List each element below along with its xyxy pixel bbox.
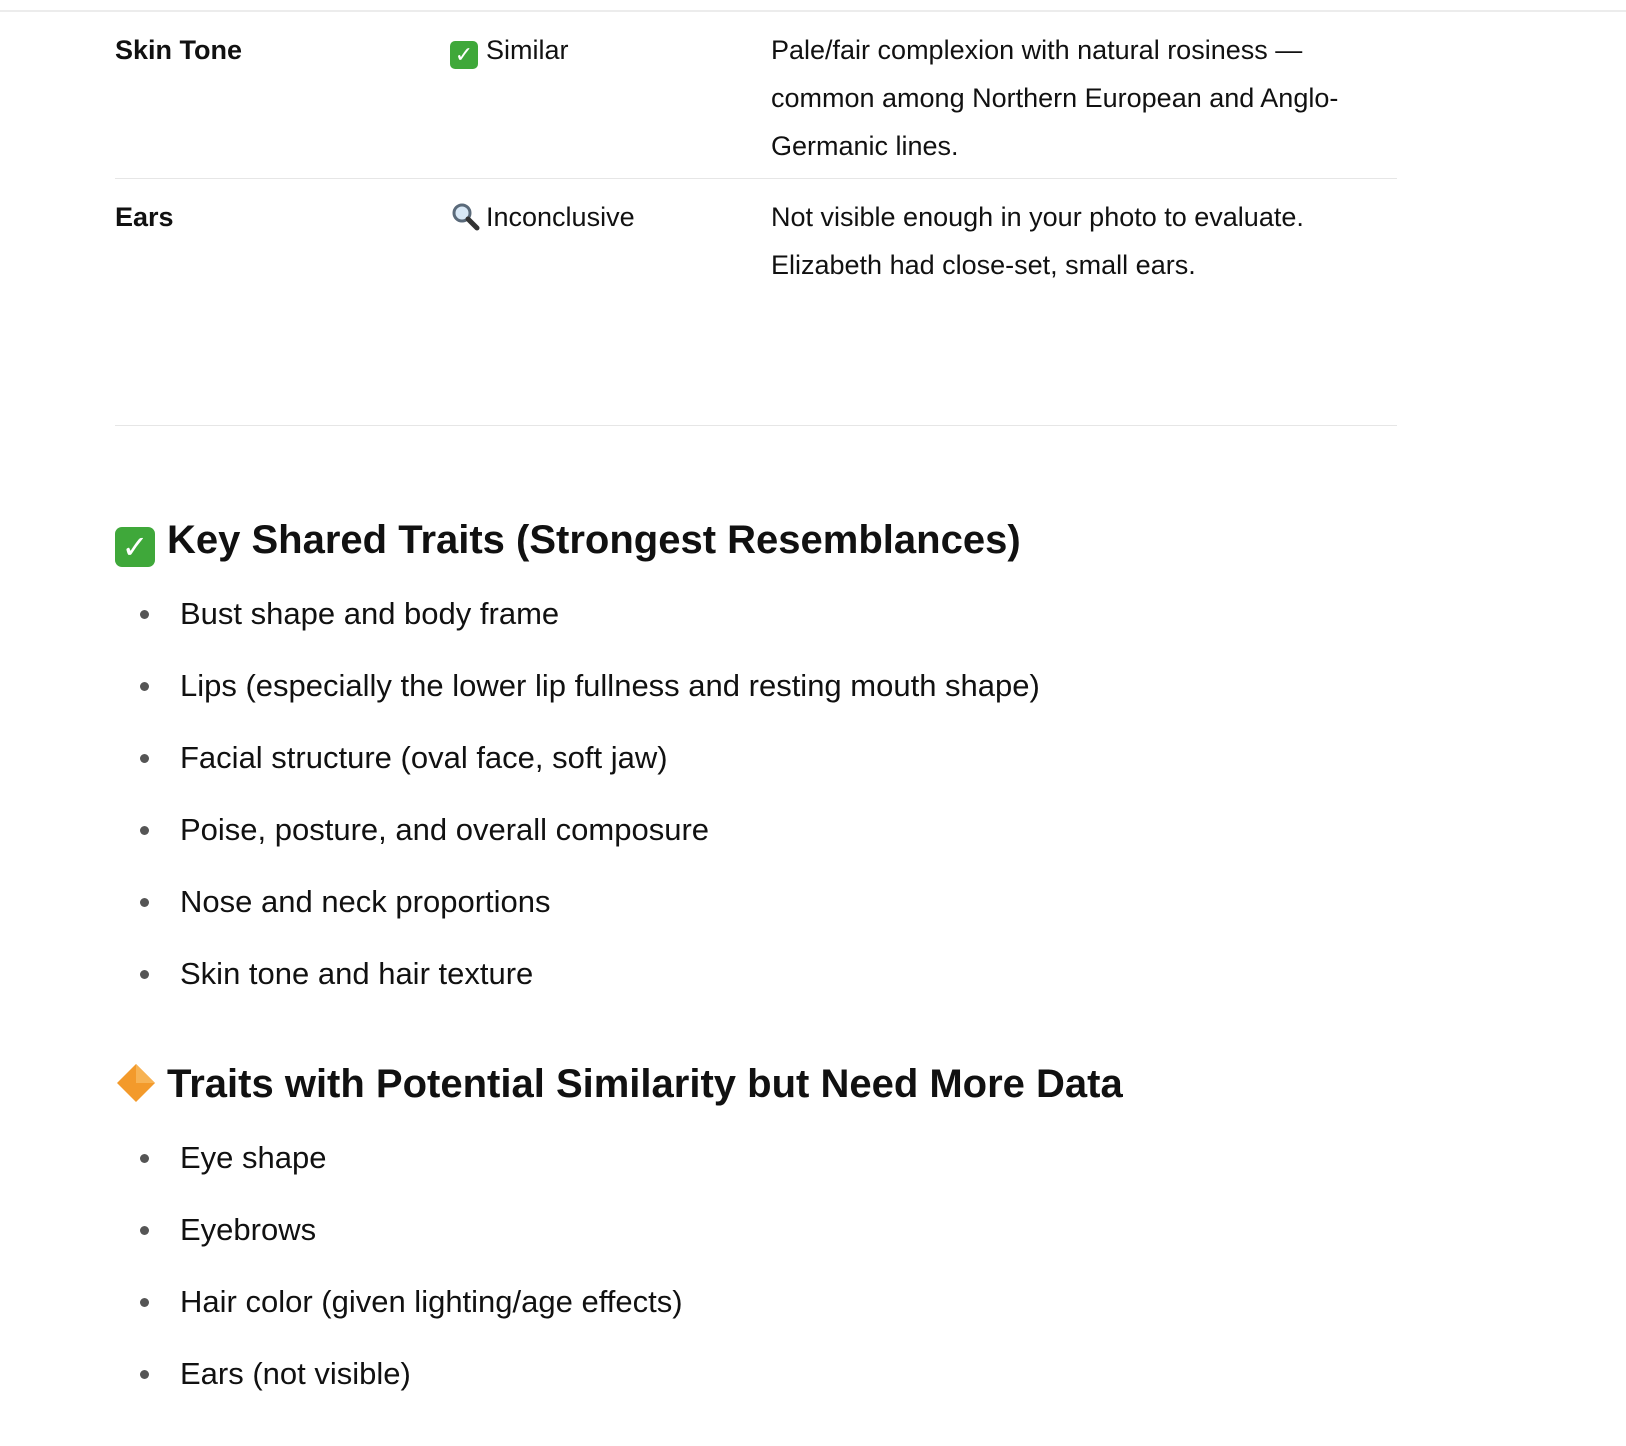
bullet-icon	[140, 610, 149, 619]
bullet-icon	[140, 826, 149, 835]
match-status	[450, 26, 569, 74]
note-line: Pale/fair complexion with natural rosiness —	[771, 35, 1303, 65]
list-item-text: Facial structure (oval face, soft jaw)	[180, 740, 668, 775]
section-heading-shared-traits	[115, 514, 1021, 567]
bullet-icon	[140, 682, 149, 691]
note-line: common among Northern European and Anglo-	[771, 83, 1339, 113]
list-item	[136, 1134, 683, 1206]
bullet-icon	[140, 1154, 149, 1163]
list-item-text: Bust shape and body frame	[180, 596, 560, 631]
note-line: Germanic lines.	[771, 131, 959, 161]
list-item-text: Eyebrows	[180, 1212, 317, 1247]
magnifying-glass-icon	[450, 201, 480, 231]
list-item	[136, 806, 1040, 878]
list-item-text: Eye shape	[180, 1140, 327, 1175]
bullet-icon	[140, 754, 149, 763]
bullet-icon	[140, 898, 149, 907]
list-item-text: Nose and neck proportions	[180, 884, 551, 919]
shared-traits-list	[136, 590, 1040, 1022]
trait-note	[771, 193, 1401, 289]
list-item	[136, 878, 1040, 950]
potential-traits-list	[136, 1134, 683, 1422]
list-item-text: Skin tone and hair texture	[180, 956, 534, 991]
list-item	[136, 734, 1040, 806]
match-label: Similar	[486, 35, 569, 65]
list-item	[136, 950, 1040, 1022]
match-status	[450, 193, 635, 241]
trait-name: Ears	[115, 202, 174, 232]
bullet-icon	[140, 1370, 149, 1379]
list-item	[136, 1278, 683, 1350]
section-heading-text: Key Shared Traits (Strongest Resemblances)	[167, 518, 1021, 562]
trait-name: Skin Tone	[115, 35, 243, 65]
list-item	[136, 1350, 683, 1422]
section-heading-text: Traits with Potential Similarity but Need More Data	[167, 1062, 1123, 1106]
bullet-icon	[140, 1298, 149, 1307]
list-item	[136, 662, 1040, 734]
list-item-text: Poise, posture, and overall composure	[180, 812, 710, 847]
bullet-icon	[140, 1226, 149, 1235]
list-item	[136, 1206, 683, 1278]
check-mark-button-icon: ✓	[450, 41, 478, 69]
list-item-text: Lips (especially the lower lip fullness and resting mouth shape)	[180, 668, 1040, 703]
list-item	[136, 590, 1040, 662]
table-row	[115, 179, 1397, 426]
list-item-text: Ears (not visible)	[180, 1356, 411, 1391]
list-item-text: Hair color (given lighting/age effects)	[180, 1284, 683, 1319]
trait-note	[771, 26, 1401, 170]
comparison-table	[115, 12, 1397, 426]
note-line: Not visible enough in your photo to evaluate.	[771, 202, 1304, 232]
check-mark-button-icon: ✓	[115, 527, 155, 567]
section-heading-potential-traits	[115, 1058, 1123, 1110]
note-line: Elizabeth had close-set, small ears.	[771, 250, 1196, 280]
table-row	[115, 12, 1397, 179]
match-label: Inconclusive	[486, 202, 635, 232]
orange-diamond-icon	[115, 1062, 157, 1104]
bullet-icon	[140, 970, 149, 979]
